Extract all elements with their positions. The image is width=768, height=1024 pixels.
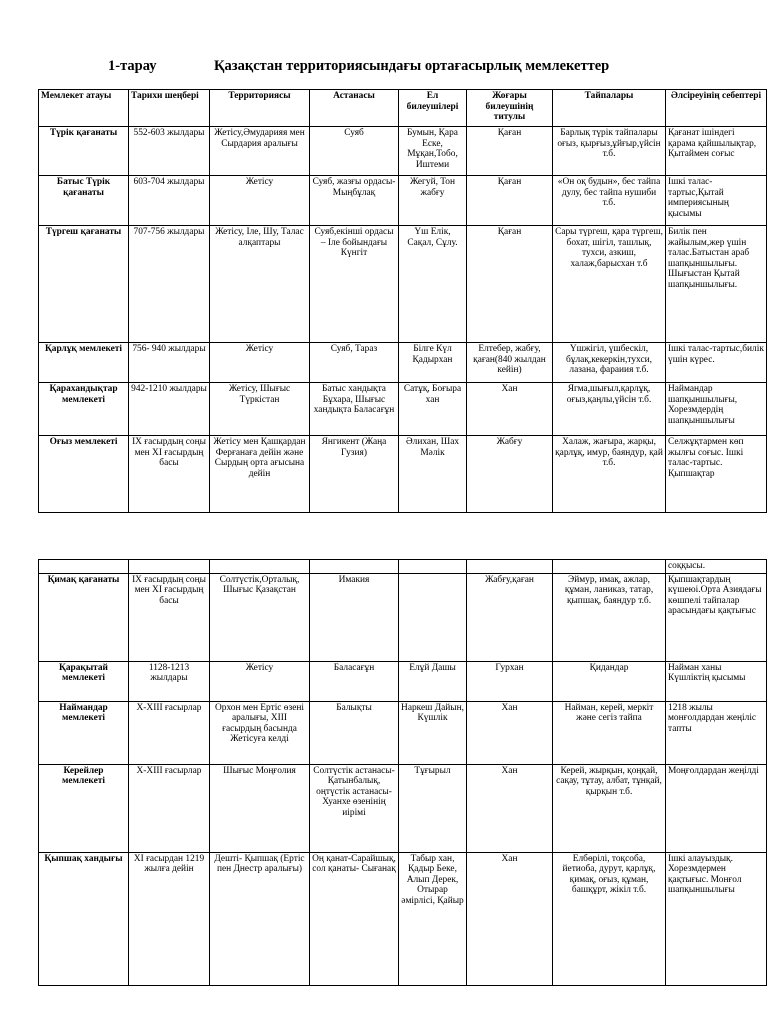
section-number: 1-тарау xyxy=(108,58,157,74)
table-row xyxy=(39,343,767,383)
period-cell: 756- 940 жылдары xyxy=(129,343,210,383)
territory-cell: Жетісу xyxy=(210,661,310,701)
state-name-cell: Наймандар мемлекеті xyxy=(39,701,129,764)
tribes-cell: Үшжігіл, үшбескіл, бұлақ,кекеркін,тухси, лазана, фараиия т.б. xyxy=(553,343,666,383)
period-cell: IX ғасырдың соңы мен XI ғасырдың басы xyxy=(129,573,210,661)
column-header: Астанасы xyxy=(310,90,399,127)
states-table-part-1 xyxy=(38,89,767,513)
decline-reasons-cell: Селжұқтармен көп жылғы соғыс. Ішкі талас-тартыс. Қыпшақтар xyxy=(666,436,767,513)
ruler-title-cell: Жабғу xyxy=(467,436,553,513)
ruler-title-cell: Елтебер, жабғу, қаған(840 жылдан кейін) xyxy=(467,343,553,383)
rulers-cell: Наркеш Дайын, Күшлік xyxy=(399,701,467,764)
tribes-cell: Барлық түрік тайпалары оғыз, қырғыз,ұйғыр,үйсін т.б. xyxy=(553,127,666,176)
state-name-cell: Қимақ қағанаты xyxy=(39,573,129,661)
ruler-title-cell: Хан xyxy=(467,701,553,764)
state-name-cell: Түргеш қағанаты xyxy=(39,226,129,343)
table-row xyxy=(39,127,767,176)
tribes-cell: Халаж, жағыра, жарқы, қарлұқ, имур, баяндур, қай т.б. xyxy=(553,436,666,513)
column-header: Ел билеушілері xyxy=(399,90,467,127)
column-header: Әлсіреуінің себептері xyxy=(666,90,767,127)
table-cell xyxy=(553,560,666,574)
tribes-cell: Қидандар xyxy=(553,661,666,701)
rulers-cell xyxy=(399,573,467,661)
period-cell: 707-756 жылдары xyxy=(129,226,210,343)
column-header: Мемлекет атауы xyxy=(39,90,129,127)
period-cell: XI ғасырдан 1219 жылға дейін xyxy=(129,852,210,985)
capital-cell: Янгикент (Жаңа Гузия) xyxy=(310,436,399,513)
territory-cell: Дешті- Қыпшақ (Ертіс пен Днестр аралығы) xyxy=(210,852,310,985)
tribes-cell: Елбөрілі, тоқсоба, йетиоба, дурут, қарлұқ, қимақ, оғыз, құман, башқұрт, жікіл т.б. xyxy=(553,852,666,985)
decline-reasons-cell: Қағанат ішіндегі қарама қайшылықтар, Қытаймен соғыс xyxy=(666,127,767,176)
table-row xyxy=(39,226,767,343)
capital-cell: Имакия xyxy=(310,573,399,661)
column-header: Жоғары билеушінің титулы xyxy=(467,90,553,127)
period-cell: X-XIII ғасырлар xyxy=(129,701,210,764)
document-title: Қазақстан территориясындағы ортағасырлық мемлекеттер xyxy=(214,58,610,74)
column-header: Тайпалары xyxy=(553,90,666,127)
territory-cell: Шығыс Моңғолия xyxy=(210,764,310,852)
rulers-cell: Тұғырыл xyxy=(399,764,467,852)
capital-cell: Батыс хандықта Бұхара, Шығыс хандықта Баласағұн xyxy=(310,383,399,436)
ruler-title-cell: Хан xyxy=(467,764,553,852)
rulers-cell: Әлихан, Шах Мәлік xyxy=(399,436,467,513)
decline-reasons-cell: Ішкі алауыздық. Хорезмдермен қақтығыс. Монғол шапқыншылығы xyxy=(666,852,767,985)
tribes-cell: Керей, жырқын, қоңқай, сақау, тұтау, албат, тұнқай, қырқын т.б. xyxy=(553,764,666,852)
ruler-title-cell: Жабғу,қаған xyxy=(467,573,553,661)
rulers-cell: Сатұқ, Боғыра хан xyxy=(399,383,467,436)
table-cell xyxy=(310,560,399,574)
column-header: Тарихи шеңбері xyxy=(129,90,210,127)
decline-reasons-cell: Ішкі талас-тартыс,Қытай империясының қысымы xyxy=(666,176,767,226)
decline-reasons-cell: Наймандар шапқыншылығы, Хорезмдердің шапқыншылығы xyxy=(666,383,767,436)
table-header-row xyxy=(39,90,767,127)
decline-reasons-cell: 1218 жылы монғолдардан жеңіліс тапты xyxy=(666,701,767,764)
capital-cell: Суяб, жазғы ордасы-Мыңбұлақ xyxy=(310,176,399,226)
tribes-cell: Сары түргеш, қара түргеш, бохат, шігіл, ташлық, тухси, азкиш, халаж,барысхан т.б xyxy=(553,226,666,343)
rulers-cell: Табыр хан, Қадыр Беке, Алып Дерек, Отырар әмірлісі, Қайыр xyxy=(399,852,467,985)
capital-cell: Суяб,екінші ордасы – Іле бойындағы Күнгіт xyxy=(310,226,399,343)
state-name-cell: Қыпшақ хандығы xyxy=(39,852,129,985)
table-row xyxy=(39,383,767,436)
territory-cell: Орхон мен Ертіс өзені аралығы, XIII ғасырдың басында Жетісуға келді xyxy=(210,701,310,764)
state-name-cell: Керейлер мемлекеті xyxy=(39,764,129,852)
period-cell: 942-1210 жылдары xyxy=(129,383,210,436)
territory-cell: Жетісу, Іле, Шу, Талас алқаптары xyxy=(210,226,310,343)
table-cell xyxy=(399,560,467,574)
ruler-title-cell: Қаған xyxy=(467,176,553,226)
period-cell: 552-603 жылдары xyxy=(129,127,210,176)
table-cell xyxy=(129,560,210,574)
rulers-cell: Бумын, Қара Еске, Мұқан,Тобо, Иштеми xyxy=(399,127,467,176)
rulers-cell: Білге Күл Қадырхан xyxy=(399,343,467,383)
capital-cell: Солтүстік астанасы-Қатынбалық, оңтүстік астанасы-Хуанхе өзенінің иірімі xyxy=(310,764,399,852)
capital-cell: Баласағұн xyxy=(310,661,399,701)
territory-cell: Жетісу мен Қашқардан Ферғанаға дейін және Сырдың орта ағысына дейін xyxy=(210,436,310,513)
tribes-cell: «Он оқ будын», бес тайпа дулу, бес тайпа нушиби т.б. xyxy=(553,176,666,226)
tribes-cell: Найман, керей, меркіт және сегіз тайпа xyxy=(553,701,666,764)
period-cell: IX ғасырдың соңы мен XI ғасырдың басы xyxy=(129,436,210,513)
state-name-cell: Батыс Түрік қағанаты xyxy=(39,176,129,226)
rulers-cell: Үш Елік, Сақал, Сұлу. xyxy=(399,226,467,343)
ruler-title-cell: Қаған xyxy=(467,226,553,343)
ruler-title-cell: Хан xyxy=(467,383,553,436)
decline-reasons-cell: Ішкі талас-тартыс,билік үшін күрес. xyxy=(666,343,767,383)
territory-cell: Жетісу,Әмударияя мен Сырдария аралығы xyxy=(210,127,310,176)
column-header: Территориясы xyxy=(210,90,310,127)
decline-reasons-cell: Билік пен жайылым,жер үшін талас.Батыстан араб шапқыншылығы. Шығыстан Қытай шапқыншылығы. xyxy=(666,226,767,343)
capital-cell: Оң қанат-Сарайшық, сол қанаты- Сығанақ xyxy=(310,852,399,985)
state-name-cell: Оғыз мемлекеті xyxy=(39,436,129,513)
ruler-title-cell: Хан xyxy=(467,852,553,985)
period-cell: 1128-1213 жылдары xyxy=(129,661,210,701)
territory-cell: Жетісу, Шығыс Түркістан xyxy=(210,383,310,436)
state-name-cell: Қарахандықтар мемлекеті xyxy=(39,383,129,436)
territory-cell: Жетісу xyxy=(210,343,310,383)
table-row xyxy=(39,436,767,513)
ruler-title-cell: Қаған xyxy=(467,127,553,176)
state-name-cell: Қарлұқ мемлекеті xyxy=(39,343,129,383)
table-row xyxy=(39,176,767,226)
table-cell xyxy=(467,560,553,574)
document-heading xyxy=(0,52,768,80)
state-name-cell: Түрік қағанаты xyxy=(39,127,129,176)
table-cell xyxy=(210,560,310,574)
table-row xyxy=(39,661,767,701)
table-row xyxy=(39,764,767,852)
decline-reasons-cell: Моңғолдардан жеңілді xyxy=(666,764,767,852)
rulers-cell: Елұй Дашы xyxy=(399,661,467,701)
period-cell: 603-704 жылдары xyxy=(129,176,210,226)
table-row xyxy=(39,701,767,764)
rulers-cell: Жегуй, Тон жабғу xyxy=(399,176,467,226)
table-row xyxy=(39,560,767,574)
table-cell: соққысы. xyxy=(666,560,767,574)
period-cell: X-XIII ғасырлар xyxy=(129,764,210,852)
tribes-cell: Ягма,шығыл,қарлұқ, оғыз,қаңлы,үйсін т.б. xyxy=(553,383,666,436)
territory-cell: Солтүстік,Орталық, Шығыс Қазақстан xyxy=(210,573,310,661)
table-row xyxy=(39,573,767,661)
states-table-part-2 xyxy=(38,559,767,986)
capital-cell: Балықты xyxy=(310,701,399,764)
decline-reasons-cell: Найман ханы Күшліктің қысымы xyxy=(666,661,767,701)
ruler-title-cell: Гурхан xyxy=(467,661,553,701)
decline-reasons-cell: Қыпшақтардың күшеюі.Орта Азиядағы көшпелі тайпалар арасындағы қақтығыс xyxy=(666,573,767,661)
tribes-cell: Эймур, имақ, ажлар, құман, ланиказ, татар, қыпшақ, баяндур т.б. xyxy=(553,573,666,661)
table-row xyxy=(39,852,767,985)
state-name-cell: Қарақытай мемлекеті xyxy=(39,661,129,701)
capital-cell: Суяб xyxy=(310,127,399,176)
territory-cell: Жетісу xyxy=(210,176,310,226)
capital-cell: Суяб, Тараз xyxy=(310,343,399,383)
table-cell xyxy=(39,560,129,574)
